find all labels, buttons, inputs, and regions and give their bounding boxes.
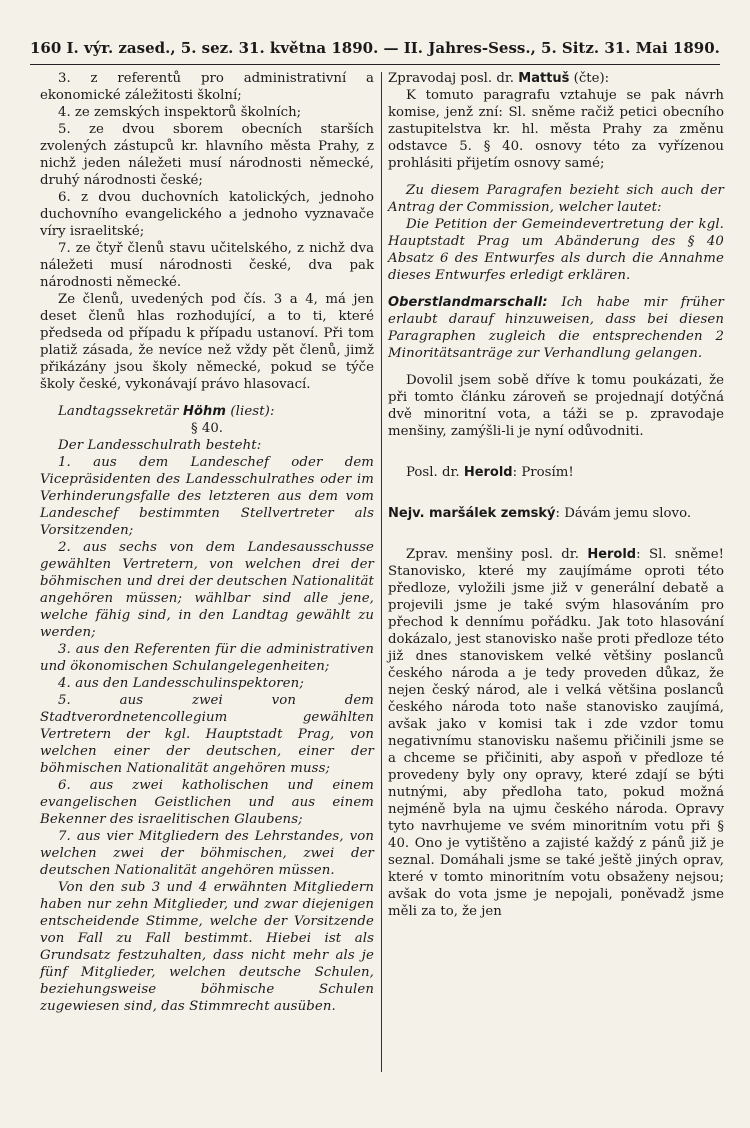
reporter-line [388,70,724,87]
cz-item: 4. ze zemských inspektorů školních; [58,105,302,120]
secretary-line [40,403,374,420]
cz-item: 5. ze dvou sborem obecních starších zvolených zástupců kr. hlavního města Prahy, z nichž jeden náležeti musí národnosti německé, druhý národnosti české; [40,122,374,188]
marshal-de-text: Ich habe mir früher erlaubt darauf hinzuweisen, dass bei diesen Paragraphen zugleich die entsprechenden 2 Minoritätsanträge zur Verhandlung gelangen. [388,295,724,361]
herold-line [388,464,724,481]
de-item: 5. aus zwei von dem Stadtverordnetencollegium gewählten Vertretern der kgl. Hauptstadt Prag, von welchen einer der deutschen, einer der böhmischen Nationalität angehören muss; [40,693,374,776]
de-item: 3. aus den Referenten für die administrativen und ökonomischen Schulangelegenheiten; [40,642,374,674]
minority-prefix: Zprav. menšiny posl. dr. [406,547,579,562]
reporter-suffix: (čte): [573,71,610,86]
marshal-title: Oberstlandmarschall: [388,295,548,310]
reporter-prefix: Zpravodaj posl. dr. [388,71,515,86]
reporter-name: Mattuš [518,71,570,86]
cz-item: 6. z dvou duchovních katolických, jednoho duchovního evangelického a jednoho vyznavače víry israelitské; [40,190,374,239]
minority-text: : Sl. sněme! Stanovisko, které my zaujímáme oproti této předloze, vyložili jsme již v generální debatě a projevili jsme je také svým hlasováním pro přechod k dennímu pořádku. Jak toto hlasování dokázalo, jest stanovisko naše proti předloze této již dnes stanoviskem velké většiny poslanců českého národa a je tedy proveden důkaz, že nejen český národ, ale i velká většina poslanců českého národa toto naše stanovisko zaujímá, avšak jako v komisi tak i zde vzdor tomu negativnímu stanovisku našemu přičinili jsme se a chceme se přičiniti, aby aspoň v předloze té provedeny byly ony opravy, které zdají se býti nutnými, aby předloha tato, pokud možná nejméně byla na ujmu českého národa. Opravy tyto navrhujeme ve svém minoritním votu při § 40. Ono je vytištěno a zajisté každý z pánů již je seznal. Domáhali jsme se také ještě jiných oprav, které v tomto minoritním votu obsaženy nejsou; avšak do vota jsme je nepojali, poněvadž jsme měli za to, že jen [388,547,724,919]
cz-item: 3. z referentů pro administrativní a ekonomické záležitosti školní; [40,71,374,103]
left-column [40,70,374,1015]
de-item: 4. aus den Landesschulinspektoren; [58,676,304,691]
de-item: 6. aus zwei katholischen und einem evangelischen Geistlichen und aus einem Bekenner des israelitischen Glaubens; [40,778,374,827]
herold-name: Herold [463,465,513,480]
secretary-title: Landtagssekretär [58,404,179,419]
marshal-cz-title: Nejv. maršálek zemský [388,506,556,521]
de-intro: Der Landesschulrath besteht: [58,438,262,453]
marshal-cz-line [388,505,724,522]
column-divider [381,72,382,1072]
de-item: 7. aus vier Mitgliedern des Lehrstandes, von welchen zwei der böhmischen, zwei der deutschen Nationalität angehören müssen. [40,829,374,878]
cz-final-paragraph: Ze členů, uvedených pod čís. 3 a 4, má jen deset členů hlas rozhodující, a to ti, které předseda od případu k případu ustanoví. Při tom platiž zásada, že nevíce než vždy pět členů, jimž přikázány jsou školy německé, pokud se týče školy české, vykonávají právo hlasovací. [40,292,374,392]
de-final-paragraph: Von den sub 3 und 4 erwähnten Mitgliedern haben nur zehn Mitglieder, und zwar diejenigen entscheidende Stimme, welche der Vorsitzende von Fall zu Fall bestimmt. Hiebei ist als Grundsatz festzuhalten, dass nicht mehr als je fünf Mitglieder, welchen deutsche Schulen, beziehungsweise böhmische Schulen zugewiesen sind, das Stimmrecht ausüben. [40,880,374,1014]
right-column [388,70,724,920]
minority-paragraph [388,546,724,920]
herold-prefix: Posl. dr. [406,465,460,480]
secretary-name: Höhm [182,404,226,419]
cz-item: 7. ze čtyř členů stavu učitelského, z nichž dva náležeti musí národnosti české, dva pak národnosti německé. [40,241,374,290]
marshal-de-paragraph [388,294,724,362]
reporter-text: K tomuto paragrafu vztahuje se pak návrh komise, jenž zní: Sl. sněme račiž petici obecního zastupitelstva kr. hl. města Prahy za změnu odstavce 5. § 40. osnovy této za vyřízenou prohlásiti přijetím osnovy samé; [388,88,724,171]
herold-text: : Prosím! [512,465,574,480]
section-number: § 40. [190,421,224,436]
de-petition: Die Petition der Gemeindevertretung der kgl. Hauptstadt Prag um Abänderung des § 40 Absatz 6 des Entwurfes als durch die Annahme dieses Entwurfes erledigt erklären. [388,217,724,283]
marshal-cz-paragraph: Dovolil jsem sobě dříve k tomu poukázati, že při tomto článku zároveň se projednají dotýčná dvě minoritní vota, a táži se p. zpravodaje menšiny, zamýšli-li je nyní odůvodniti. [388,373,724,439]
page-header: 160 I. výr. zased., 5. sez. 31. května 1890. — II. Jahres-Sess., 5. Sitz. 31. Mai 1890. [30,36,720,65]
minority-name: Herold [587,547,637,562]
de-item: 1. aus dem Landeschef oder dem Vicepräsidenten des Landesschulrathes oder im Verhinderungsfalle des letzteren aus dem vom Landeschef bestimmten Stellvertreter als Vorsitzenden; [40,455,374,538]
secretary-reads: (liest): [230,404,275,419]
de-reporter-text: Zu diesem Paragrafen bezieht sich auch der Antrag der Commission, welcher lautet: [388,183,724,215]
de-item: 2. aus sechs von dem Landesausschusse gewählten Vertretern, von welchen drei der böhmischen und drei der deutschen Nationalität angehören müssen; wählbar sind alle jene, welche fähig sind, in den Landtag gewählt zu werden; [40,540,374,640]
marshal-cz-text: : Dávám jemu slovo. [555,506,692,521]
